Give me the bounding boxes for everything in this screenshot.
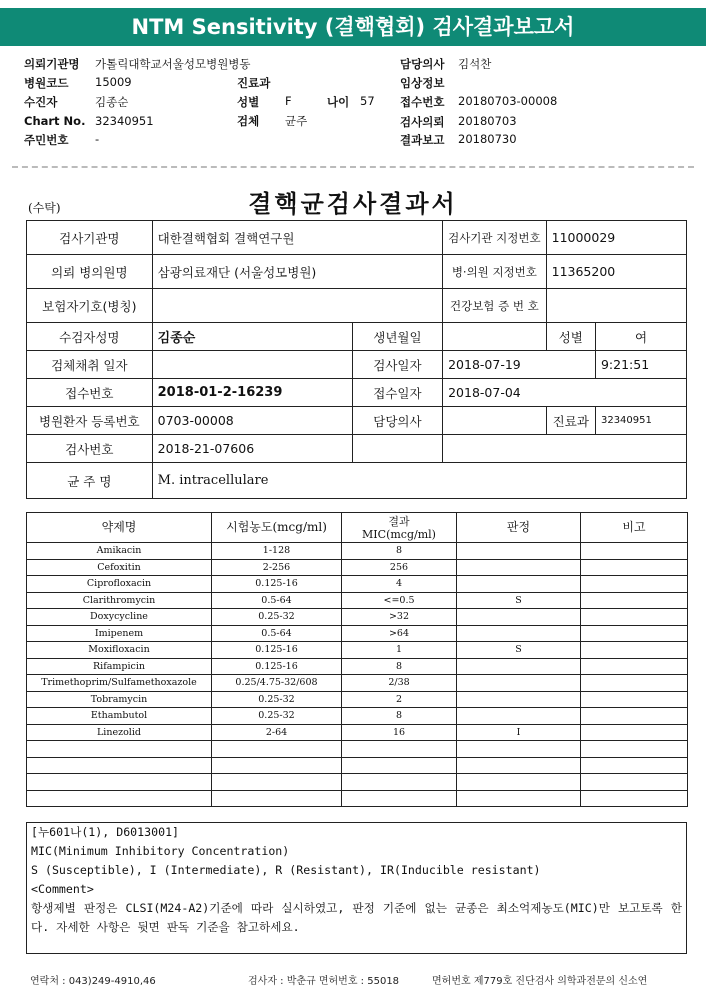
info-label: 병·의원 지정번호 <box>443 255 547 289</box>
info-label: 진료과 <box>546 407 595 435</box>
drug-row-empty <box>27 790 688 807</box>
drug-row <box>27 576 688 593</box>
receipt-label: 접수번호 <box>400 95 445 109</box>
interpretation-cell: S <box>457 592 581 609</box>
clinical-label: 임상정보 <box>400 76 445 90</box>
dashed-divider <box>12 166 694 168</box>
info-value <box>443 323 547 351</box>
specimen-label: 검체 <box>237 114 260 128</box>
doctor-value: 김석찬 <box>458 57 492 71</box>
info-label: 검사일자 <box>352 351 442 379</box>
drug-row <box>27 609 688 626</box>
code-value: 15009 <box>95 75 132 89</box>
drug-name-cell: Ethambutol <box>27 708 212 725</box>
info-value <box>443 407 547 435</box>
consignment-note: (수탁) <box>28 201 61 215</box>
drug-row <box>27 675 688 692</box>
empty-cell <box>581 757 688 774</box>
mic-cell: >32 <box>342 609 457 626</box>
dept-label: 진료과 <box>237 76 271 90</box>
concentration-cell: 0.125-16 <box>212 642 342 659</box>
info-label: 수검자성명 <box>27 323 153 351</box>
info-label: 성별 <box>546 323 595 351</box>
info-value: 2018-07-04 <box>443 379 687 407</box>
notes-comment-label: <Comment> <box>31 882 94 896</box>
interpretation-cell <box>457 691 581 708</box>
info-label: 병원환자 등록번호 <box>27 407 153 435</box>
empty-cell <box>212 774 342 791</box>
concentration-cell: 2-64 <box>212 724 342 741</box>
info-value: 김종순 <box>152 323 352 351</box>
info-value: 9:21:51 <box>595 351 686 379</box>
remarks-cell <box>581 625 688 642</box>
sex-label: 성별 <box>237 95 260 109</box>
drug-name-cell: Doxycycline <box>27 609 212 626</box>
age-value: 57 <box>360 94 375 108</box>
doctor-label: 담당의사 <box>400 57 445 71</box>
info-value <box>546 289 686 323</box>
empty-cell <box>342 790 457 807</box>
drug-row <box>27 658 688 675</box>
interpretation-cell: S <box>457 642 581 659</box>
drug-name-cell: Ciprofloxacin <box>27 576 212 593</box>
info-label: 검사기관 지정번호 <box>443 221 547 255</box>
empty-cell <box>27 741 212 758</box>
info-value: 삼광의료재단 (서울성모병원) <box>152 255 442 289</box>
interpretation-cell <box>457 708 581 725</box>
concentration-cell: 0.25/4.75-32/608 <box>212 675 342 692</box>
info-value: M. intracellulare <box>152 463 686 499</box>
drug-table <box>26 512 688 807</box>
empty-cell <box>212 790 342 807</box>
empty-cell <box>212 741 342 758</box>
drug-name-cell: Cefoxitin <box>27 559 212 576</box>
info-row <box>27 255 687 289</box>
remarks-cell <box>581 691 688 708</box>
empty-cell <box>581 790 688 807</box>
interpretation-cell <box>457 576 581 593</box>
info-label: 담당의사 <box>352 407 442 435</box>
info-label: 생년월일 <box>352 323 442 351</box>
chart-label: Chart No. <box>24 114 86 128</box>
remarks-cell <box>581 559 688 576</box>
drug-name-cell: Moxifloxacin <box>27 642 212 659</box>
info-row <box>27 379 687 407</box>
hospital-label: 의뢰기관명 <box>24 57 80 71</box>
mic-cell: 256 <box>342 559 457 576</box>
info-value <box>443 435 687 463</box>
col-remarks: 비고 <box>581 513 688 543</box>
info-value <box>152 351 352 379</box>
concentration-cell: 1-128 <box>212 543 342 560</box>
mic-cell: 16 <box>342 724 457 741</box>
report-header <box>0 52 706 148</box>
info-row <box>27 323 687 351</box>
drug-row <box>27 691 688 708</box>
drug-row <box>27 625 688 642</box>
report-value: 20180730 <box>458 132 517 146</box>
drug-name-cell: Trimethoprim/Sulfamethoxazole <box>27 675 212 692</box>
drug-name-cell: Amikacin <box>27 543 212 560</box>
info-label: 균 주 명 <box>27 463 153 499</box>
remarks-cell <box>581 609 688 626</box>
footer-examiner: 검사자 : 박춘규 면허번호 : 55018 <box>248 976 400 987</box>
footer-contact: 연락처 : 043)249-4910,46 <box>30 976 156 987</box>
form-title: 결핵균검사결과서 <box>248 189 458 218</box>
mic-cell: 2 <box>342 691 457 708</box>
info-value: 0703-00008 <box>152 407 352 435</box>
remarks-cell <box>581 658 688 675</box>
specimen-value: 균주 <box>285 114 308 128</box>
sex-value: F <box>285 94 292 108</box>
drug-table-header <box>27 513 688 543</box>
empty-cell <box>342 741 457 758</box>
remarks-cell <box>581 724 688 741</box>
info-row <box>27 221 687 255</box>
empty-cell <box>27 774 212 791</box>
notes-mic-definition: MIC(Minimum Inhibitory Concentration) <box>31 844 290 858</box>
info-label: 접수번호 <box>27 379 153 407</box>
drug-row <box>27 708 688 725</box>
empty-cell <box>457 774 581 791</box>
concentration-cell: 0.125-16 <box>212 576 342 593</box>
info-row <box>27 463 687 499</box>
info-value: 32340951 <box>595 407 686 435</box>
empty-cell <box>581 774 688 791</box>
drug-row-empty <box>27 774 688 791</box>
hospital-value: 가톨릭대학교서울성모병원병동 <box>95 57 251 71</box>
id-label: 주민번호 <box>24 133 69 147</box>
remarks-cell <box>581 576 688 593</box>
drug-name-cell: Linezolid <box>27 724 212 741</box>
info-value: 여 <box>595 323 686 351</box>
interpretation-cell: I <box>457 724 581 741</box>
col-result-mic: 결과 MIC(mcg/ml) <box>342 513 457 543</box>
remarks-cell <box>581 642 688 659</box>
info-row <box>27 407 687 435</box>
info-label: 검사기관명 <box>27 221 153 255</box>
info-value <box>152 289 442 323</box>
notes-comment: 항생제별 판정은 CLSI(M24-A2)기준에 따라 실시하였고, 판정 기준에 없는 균종은 최소억제농도(MIC)만 보고토록 한다. 자세한 사항은 뒷면 판독 기준을 참고하세요. <box>31 901 682 934</box>
mic-cell: 8 <box>342 708 457 725</box>
mic-cell: 2/38 <box>342 675 457 692</box>
empty-cell <box>457 741 581 758</box>
interpretation-cell <box>457 658 581 675</box>
info-value: 11365200 <box>546 255 686 289</box>
col-drug-name: 약제명 <box>27 513 212 543</box>
empty-cell <box>27 790 212 807</box>
remarks-cell <box>581 708 688 725</box>
drug-row-empty <box>27 741 688 758</box>
info-label: 건강보험 증 번 호 <box>443 289 547 323</box>
receipt-value: 20180703-00008 <box>458 94 558 108</box>
chart-value: 32340951 <box>95 114 154 128</box>
empty-cell <box>342 757 457 774</box>
empty-cell <box>212 757 342 774</box>
age-label: 나이 <box>327 95 350 109</box>
drug-row <box>27 724 688 741</box>
concentration-cell: 0.5-64 <box>212 592 342 609</box>
code-label: 병원코드 <box>24 76 69 90</box>
drug-row <box>27 642 688 659</box>
footer-license: 면허번호 제779호 진단검사 의학과전문의 신소연 <box>432 976 648 987</box>
info-label: 접수일자 <box>352 379 442 407</box>
drug-name-cell: Rifampicin <box>27 658 212 675</box>
info-row <box>27 351 687 379</box>
drug-name-cell: Clarithromycin <box>27 592 212 609</box>
info-value: 2018-07-19 <box>443 351 596 379</box>
empty-cell <box>457 757 581 774</box>
concentration-cell: 0.5-64 <box>212 625 342 642</box>
empty-cell <box>342 774 457 791</box>
drug-name-cell: Imipenem <box>27 625 212 642</box>
concentration-cell: 0.25-32 <box>212 609 342 626</box>
concentration-cell: 0.125-16 <box>212 658 342 675</box>
col-concentration: 시험농도(mcg/ml) <box>212 513 342 543</box>
info-value: 11000029 <box>546 221 686 255</box>
remarks-cell <box>581 543 688 560</box>
info-row <box>27 435 687 463</box>
concentration-cell: 0.25-32 <box>212 691 342 708</box>
concentration-cell: 2-256 <box>212 559 342 576</box>
mic-cell: 4 <box>342 576 457 593</box>
mic-cell: 8 <box>342 543 457 560</box>
drug-row <box>27 592 688 609</box>
report-banner: NTM Sensitivity (결핵협회) 검사결과보고서 <box>0 8 706 46</box>
notes-legend: S (Susceptible), I (Intermediate), R (Resistant), IR(Inducible resistant) <box>31 863 541 877</box>
mic-cell: 1 <box>342 642 457 659</box>
mic-cell: <=0.5 <box>342 592 457 609</box>
info-label: 의뢰 병의원명 <box>27 255 153 289</box>
info-row <box>27 289 687 323</box>
request-label: 검사의뢰 <box>400 115 445 129</box>
notes-box <box>26 822 687 954</box>
info-label: 검체채취 일자 <box>27 351 153 379</box>
info-value: 2018-21-07606 <box>152 435 352 463</box>
empty-cell <box>457 790 581 807</box>
drug-row <box>27 543 688 560</box>
mic-cell: >64 <box>342 625 457 642</box>
notes-code: [누601나(1), D6013001] <box>31 825 180 839</box>
drug-name-cell: Tobramycin <box>27 691 212 708</box>
col-interpretation: 판정 <box>457 513 581 543</box>
empty-cell <box>581 741 688 758</box>
info-label: 검사번호 <box>27 435 153 463</box>
info-value <box>352 435 442 463</box>
interpretation-cell <box>457 675 581 692</box>
info-table <box>26 220 687 499</box>
info-value: 2018-01-2-16239 <box>152 379 352 407</box>
patient-label: 수진자 <box>24 95 58 109</box>
report-label: 결과보고 <box>400 133 445 147</box>
info-label: 보험자기호(병칭) <box>27 289 153 323</box>
remarks-cell <box>581 675 688 692</box>
request-value: 20180703 <box>458 114 517 128</box>
interpretation-cell <box>457 609 581 626</box>
interpretation-cell <box>457 559 581 576</box>
concentration-cell: 0.25-32 <box>212 708 342 725</box>
drug-table-body <box>27 543 688 807</box>
info-value: 대한결핵협회 결핵연구원 <box>152 221 442 255</box>
remarks-cell <box>581 592 688 609</box>
empty-cell <box>27 757 212 774</box>
drug-row-empty <box>27 757 688 774</box>
patient-value: 김종순 <box>95 95 129 109</box>
id-value: - <box>95 132 100 146</box>
interpretation-cell <box>457 625 581 642</box>
drug-row <box>27 559 688 576</box>
interpretation-cell <box>457 543 581 560</box>
mic-cell: 8 <box>342 658 457 675</box>
